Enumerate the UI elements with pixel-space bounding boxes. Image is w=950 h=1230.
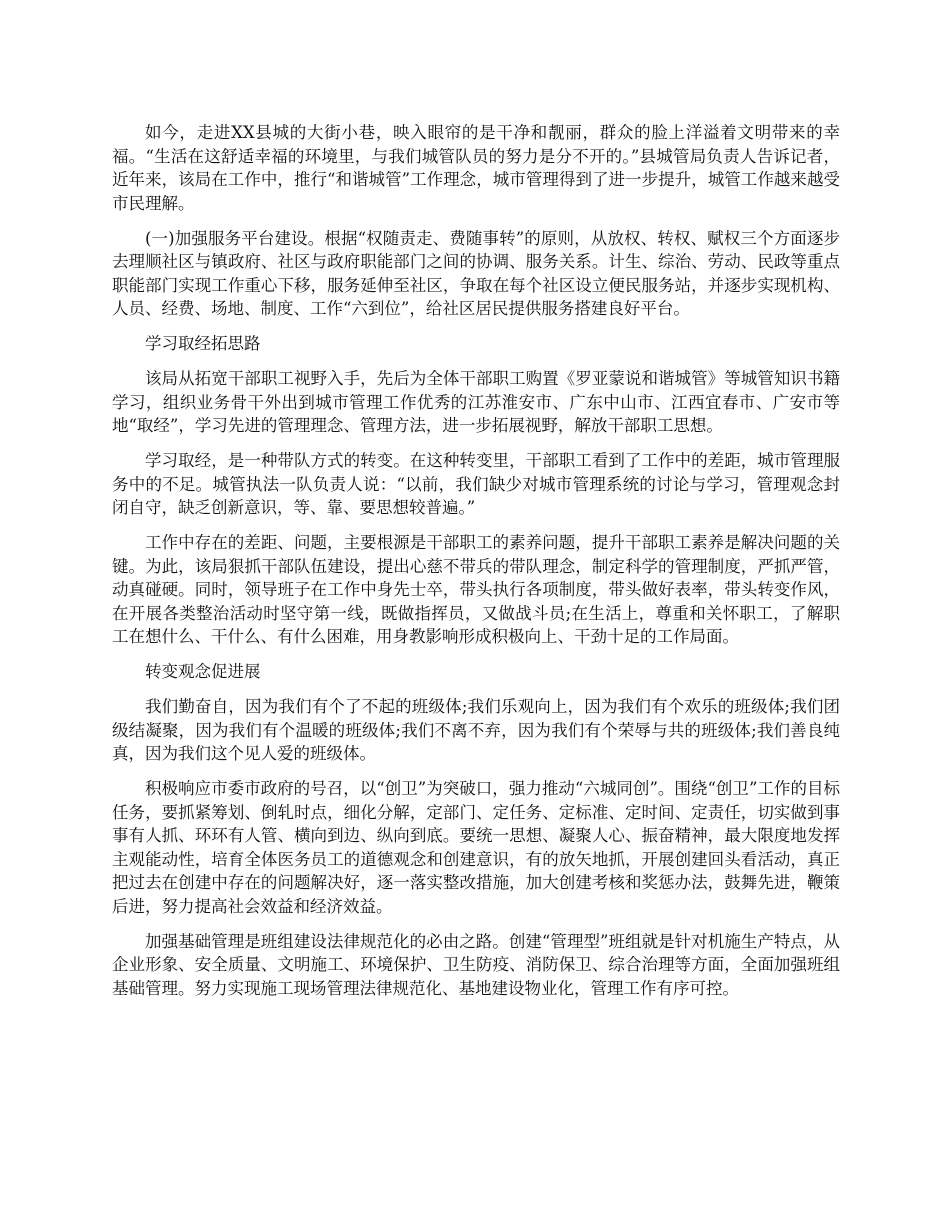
paragraph-learning-2: 学习取经，是一种带队方式的转变。在这种转变里，干部职工看到了工作中的差距，城市管理服务中的不足。城管执法一队负责人说：“以前，我们缺少对城市管理系统的讨论与学习，管理观念封闭自守，缺乏创新意识，等、靠、要思想较普遍。”	[112, 451, 840, 517]
paragraph-service-platform: (一)加强服务平台建设。根据“权随责走、费随事转”的原则，从放权、转权、赋权三个方面逐步去理顺社区与镇政府、社区与政府职能部门之间的协调、服务关系。计生、综治、劳动、民政等重点职能部门实现工作重心下移，服务延伸至社区，争取在每个社区设立便民服务站，并逐步实现机构、人员、经费、场地、制度、工作“六到位”，给社区居民提供服务搭建良好平台。	[112, 228, 840, 318]
paragraph-intro: 如今，走进XX县城的大街小巷，映入眼帘的是干净和靓丽，群众的脸上洋溢着文明带来的幸福。“生活在这舒适幸福的环境里，与我们城管队员的努力是分不开的。”县城管局负责人告诉记者，近年来，该局在工作中，推行“和谐城管”工作理念，城市管理得到了进一步提升，城管工作越来越受市民理解。	[112, 123, 840, 213]
document-body	[112, 121, 840, 1012]
section-heading-concept: 转变观念促进展	[145, 662, 261, 681]
paragraph-learning-3: 工作中存在的差距、问题，主要根源是干部职工的素养问题，提升干部职工素养是解决问题的关键。为此，该局狠抓干部队伍建设，提出心慈不带兵的带队理念，制定科学的管理制度，严抓严管，动真碰硬。同时，领导班子在工作中身先士卒，带头执行各项制度，带头做好表率，带头转变作风，在开展各类整治活动时坚守第一线，既做指挥员，又做战斗员;在生活上，尊重和关怀职工，了解职工在想什么、干什么、有什么困难，用身教影响形成积极向上、干劲十足的工作局面。	[112, 533, 840, 646]
paragraph-sanitation: 积极响应市委市政府的号召，以“创卫”为突破口，强力推动“六城同创”。围绕“创卫”工作的目标任务，要抓紧筹划、倒轧时点，细化分解，定部门、定任务、定标准、定时间、定责任，切实做到事事有人抓、环环有人管、横向到边、纵向到底。要统一思想、凝聚人心、振奋精神，最大限度地发挥主观能动性，培育全体医务员工的道德观念和创建意识，有的放矢地抓，开展创建回头看活动，真正把过去在创建中存在的问题解决好，逐一落实整改措施，加大创建考核和奖惩办法，鼓舞先进，鞭策后进，努力提高社会效益和经济效益。	[112, 779, 840, 916]
paragraph-learning-1: 该局从拓宽干部职工视野入手，先后为全体干部职工购置《罗亚蒙说和谐城管》等城管知识书籍学习，组织业务骨干外出到城市管理工作优秀的江苏淮安市、广东中山市、江西宜春市、广安市等地“取经”，学习先进的管理理念、管理方法，进一步拓展视野，解放干部职工思想。	[112, 369, 840, 435]
section-heading-learning: 学习取经拓思路	[145, 334, 261, 353]
paragraph-class-collective: 我们勤奋自，因为我们有个了不起的班级体;我们乐观向上，因为我们有个欢乐的班级体;我们团级结凝聚，因为我们有个温暖的班级体;我们不离不弃，因为我们有个荣辱与共的班级体;我们善良纯真，因为我们这个见人爱的班级体。	[112, 697, 840, 763]
paragraph-basic-management: 加强基础管理是班组建设法律规范化的必由之路。创建“管理型”班组就是针对机施生产特点，从企业形象、安全质量、文明施工、环境保护、卫生防疫、消防保卫、综合治理等方面，全面加强班组基础管理。努力实现施工现场管理法律规范化、基地建设物业化，管理工作有序可控。	[112, 931, 840, 998]
